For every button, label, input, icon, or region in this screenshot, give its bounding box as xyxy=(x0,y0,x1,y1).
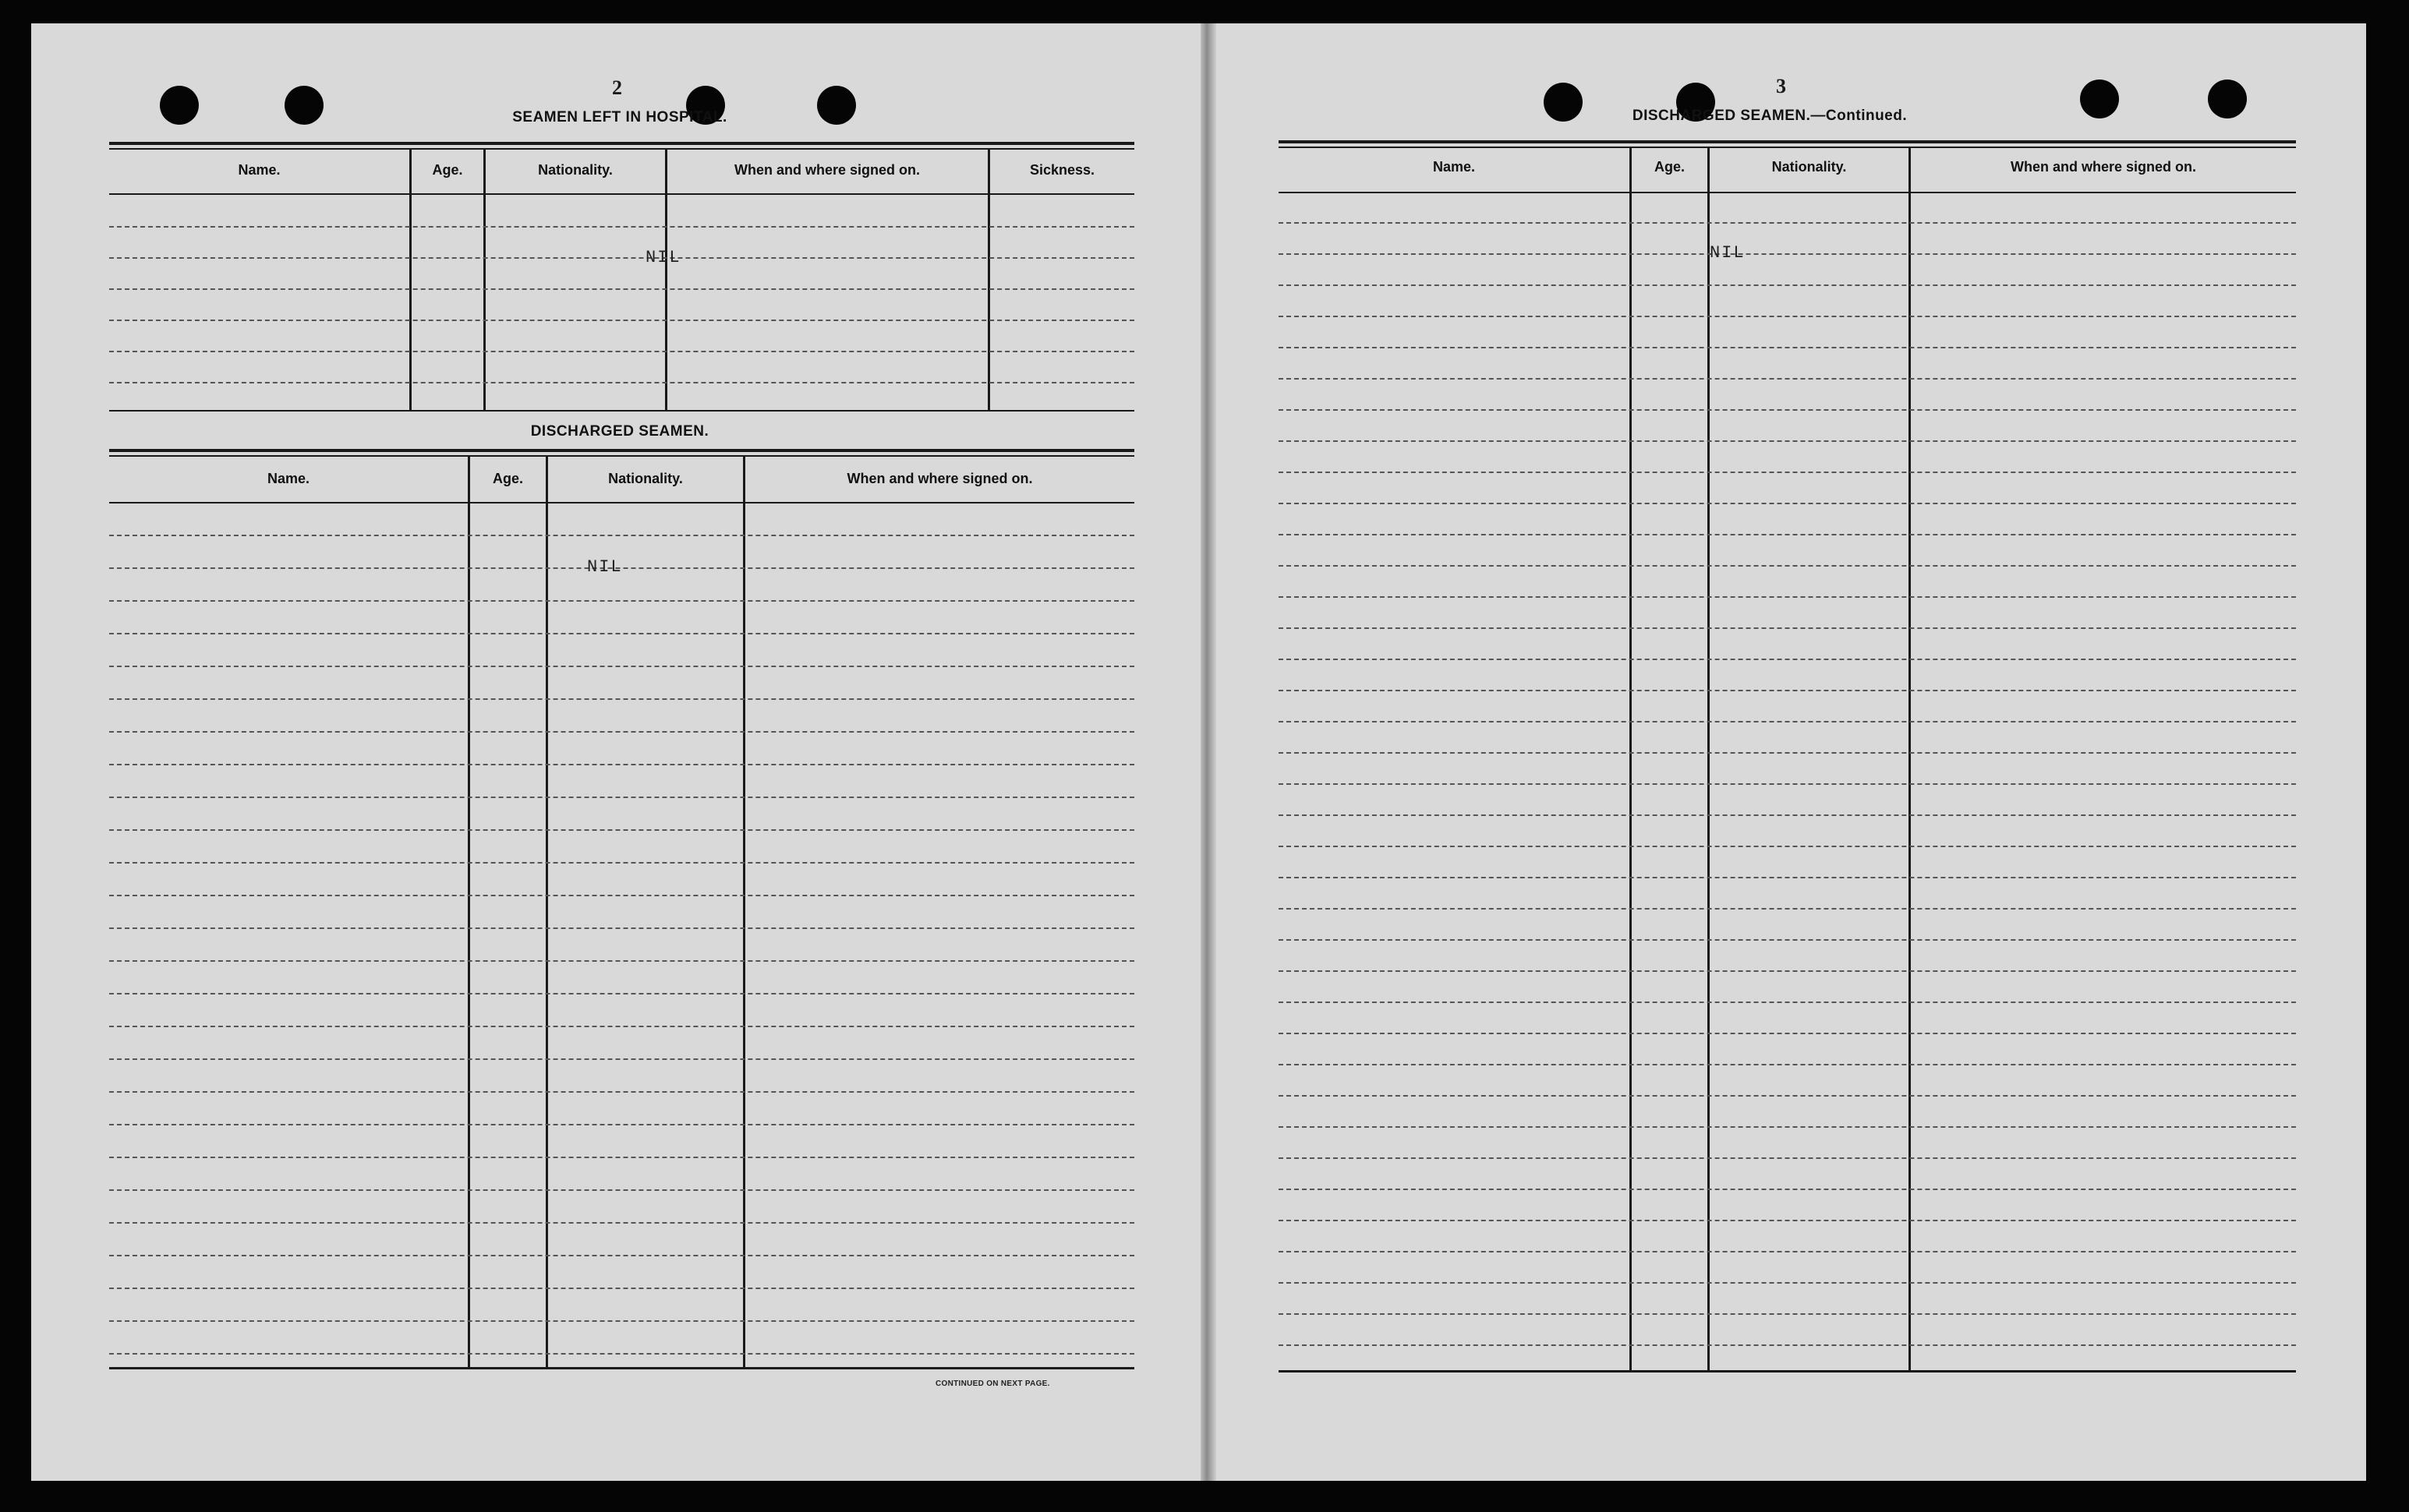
discharged-col-age: Age. xyxy=(492,471,523,486)
punch-hole xyxy=(817,86,856,125)
right-col-divider xyxy=(1908,148,1911,1370)
right-header-rule xyxy=(1279,192,2296,193)
entry-line xyxy=(1279,783,2296,785)
hospital-section-title: SEAMEN LEFT IN HOSPITAL. xyxy=(512,109,727,125)
discharged-col-nationality: Nationality. xyxy=(608,471,683,486)
right-col-signed-on: When and where signed on. xyxy=(2010,159,2197,175)
entry-line xyxy=(109,1124,1134,1125)
entry-line xyxy=(109,1189,1134,1191)
right-col-age: Age. xyxy=(1654,159,1685,175)
entry-line xyxy=(1279,222,2296,224)
entry-line xyxy=(109,1288,1134,1289)
discharged-table-bottom-rule xyxy=(109,1367,1134,1369)
entry-line xyxy=(1279,721,2296,722)
entry-line xyxy=(109,226,1134,228)
entry-line xyxy=(1279,596,2296,598)
right-table-top-rule xyxy=(1279,147,2296,148)
entry-line xyxy=(1279,1002,2296,1003)
entry-line xyxy=(109,257,1134,259)
entry-line xyxy=(1279,1344,2296,1346)
entry-line xyxy=(1279,347,2296,348)
entry-line xyxy=(1279,1282,2296,1284)
discharged-table-top-rule xyxy=(109,449,1134,452)
discharged-col-name: Name. xyxy=(267,471,310,486)
entry-line xyxy=(1279,627,2296,629)
hospital-col-sickness: Sickness. xyxy=(1029,162,1095,178)
entry-line xyxy=(1279,565,2296,567)
punch-hole xyxy=(2208,79,2247,118)
entry-line xyxy=(109,1222,1134,1224)
punch-hole xyxy=(1544,83,1583,122)
entry-line xyxy=(1279,440,2296,442)
entry-line xyxy=(109,1026,1134,1027)
entry-line xyxy=(1279,1189,2296,1190)
entry-line xyxy=(109,1320,1134,1322)
entry-line xyxy=(109,1353,1134,1355)
punch-hole xyxy=(285,86,324,125)
entry-line xyxy=(109,382,1134,383)
page-gutter xyxy=(1201,23,1216,1481)
entry-line xyxy=(1279,1064,2296,1065)
entry-line xyxy=(109,764,1134,765)
entry-line xyxy=(109,633,1134,634)
page-number-left: 2 xyxy=(612,76,622,99)
hospital-col-signed-on: When and where signed on. xyxy=(734,162,921,178)
entry-line xyxy=(1279,814,2296,816)
entry-line xyxy=(109,862,1134,864)
right-col-nationality: Nationality. xyxy=(1771,159,1847,175)
entry-line xyxy=(1279,1220,2296,1221)
right-col-divider xyxy=(1707,148,1710,1370)
discharged-col-signed-on: When and where signed on. xyxy=(847,471,1033,486)
entry-line xyxy=(109,895,1134,896)
entry-line xyxy=(109,600,1134,602)
hospital-col-age: Age. xyxy=(432,162,463,178)
entry-line xyxy=(109,797,1134,798)
entry-line xyxy=(109,927,1134,929)
entry-line xyxy=(109,829,1134,831)
entry-line xyxy=(1279,908,2296,910)
entry-line xyxy=(1279,503,2296,504)
hospital-col-divider xyxy=(988,150,990,411)
entry-line xyxy=(1279,846,2296,847)
hospital-col-nationality: Nationality. xyxy=(538,162,613,178)
discharged-section-title: DISCHARGED SEAMEN. xyxy=(530,423,709,440)
hospital-table-top-rule xyxy=(109,148,1134,150)
entry-line xyxy=(109,960,1134,962)
hospital-nil-entry: NIL xyxy=(646,248,681,267)
entry-line xyxy=(109,698,1134,700)
right-nil-entry: NIL xyxy=(1710,243,1746,263)
entry-line xyxy=(1279,690,2296,691)
right-table-bottom-rule xyxy=(1279,1370,2296,1372)
discharged-continued-title: DISCHARGED SEAMEN.—Continued. xyxy=(1632,108,1908,124)
entry-line xyxy=(109,320,1134,321)
entry-line xyxy=(1279,970,2296,972)
entry-line xyxy=(109,731,1134,733)
hospital-header-rule xyxy=(109,193,1134,195)
right-table-top-rule xyxy=(1279,140,2296,143)
right-col-name: Name. xyxy=(1432,159,1476,175)
entry-line xyxy=(1279,1157,2296,1159)
entry-line xyxy=(1279,253,2296,255)
hospital-table-top-rule xyxy=(109,142,1134,145)
discharged-col-divider xyxy=(468,457,470,1367)
entry-line xyxy=(109,1157,1134,1158)
entry-line xyxy=(1279,939,2296,941)
entry-line xyxy=(1279,1313,2296,1315)
right-col-divider xyxy=(1629,148,1632,1370)
entry-line xyxy=(1279,284,2296,286)
page-number-right: 3 xyxy=(1776,75,1786,97)
hospital-col-divider xyxy=(483,150,486,411)
hospital-col-divider xyxy=(409,150,412,411)
entry-line xyxy=(109,1058,1134,1060)
entry-line xyxy=(1279,1095,2296,1097)
left-page xyxy=(31,23,1201,1481)
discharged-col-divider xyxy=(546,457,548,1367)
entry-line xyxy=(1279,378,2296,380)
entry-line xyxy=(109,351,1134,352)
entry-line xyxy=(109,1255,1134,1256)
entry-line xyxy=(109,288,1134,290)
entry-line xyxy=(1279,534,2296,535)
hospital-table-bottom-rule xyxy=(109,410,1134,412)
discharged-table-top-rule xyxy=(109,455,1134,457)
hospital-col-divider xyxy=(665,150,667,411)
entry-line xyxy=(1279,1251,2296,1252)
discharged-nil-entry: NIL xyxy=(587,557,623,577)
entry-line xyxy=(109,535,1134,536)
entry-line xyxy=(109,1091,1134,1093)
discharged-col-divider xyxy=(743,457,745,1367)
entry-line xyxy=(1279,659,2296,660)
entry-line xyxy=(1279,316,2296,317)
entry-line xyxy=(1279,409,2296,411)
entry-line xyxy=(1279,752,2296,754)
hospital-col-name: Name. xyxy=(238,162,281,178)
entry-line xyxy=(1279,1126,2296,1128)
entry-line xyxy=(1279,472,2296,473)
entry-line xyxy=(1279,1033,2296,1034)
entry-line xyxy=(109,993,1134,994)
entry-line xyxy=(109,666,1134,667)
continued-footer: CONTINUED ON NEXT PAGE. xyxy=(936,1380,1050,1388)
punch-hole xyxy=(160,86,199,125)
punch-hole xyxy=(2080,79,2119,118)
discharged-header-rule xyxy=(109,502,1134,503)
entry-line xyxy=(1279,877,2296,878)
